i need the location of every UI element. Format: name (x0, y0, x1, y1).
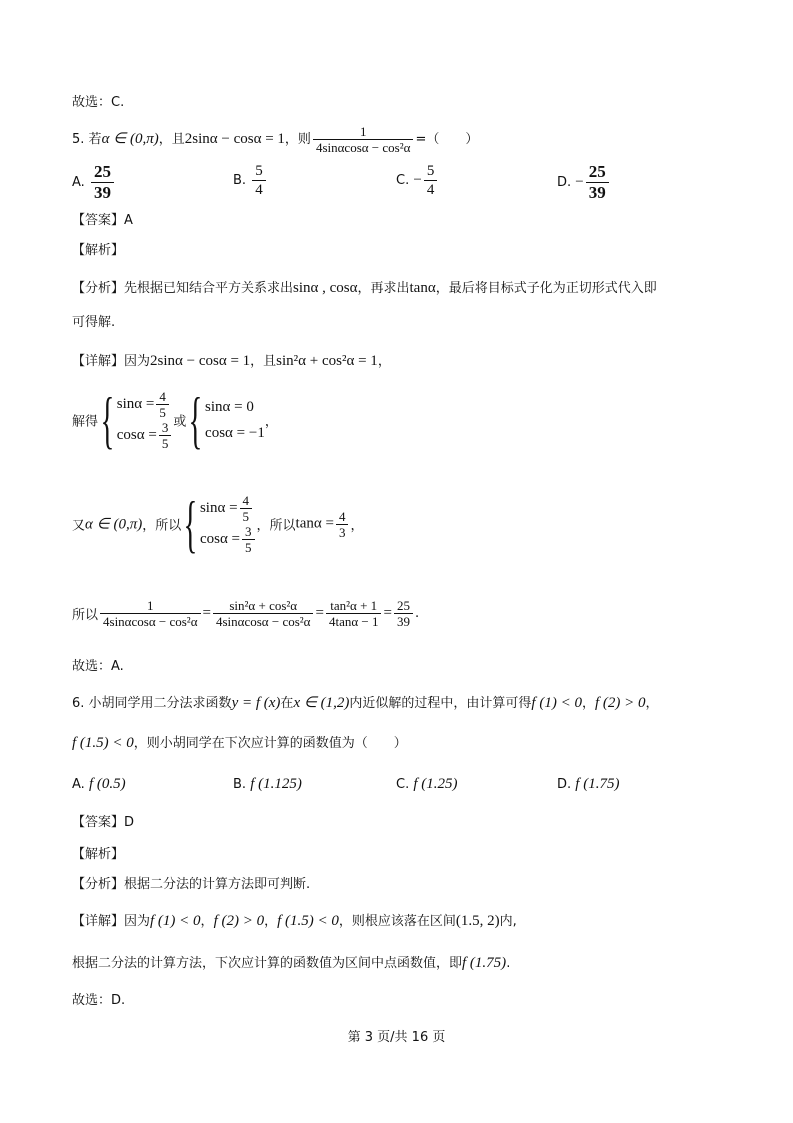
q6-choice: 故选：D. (72, 993, 126, 1008)
q5-answer: 【答案】A (72, 213, 133, 228)
q5-expression: $\frac{1}{\text{4sinαcosα − cos²α}}$ (313, 124, 414, 155)
q5-xiangjie-line: 【详解】因为2sinα − cosα = 1，且sin²α + cos²α = 1， (72, 353, 391, 369)
q5-cond-equation: 2sinα − cosα = 1 (184, 131, 285, 147)
q5-stem-text: 若 (88, 132, 102, 147)
q5-fenxi-line1: 【分析】先根据已知结合平方关系求出sinα , cosα，再求出tanα，最后将目标式子化为正切形式代入即 (72, 280, 657, 296)
q6-option-d: D. f (1.75) (557, 776, 620, 792)
q5-option-c: C. − $\frac{5}{4}$ (396, 162, 439, 199)
q5-stem-text: ，则 (284, 132, 311, 147)
q5-analysis-heading: 【解析】 (72, 243, 125, 258)
q6-analysis-heading: 【解析】 (72, 847, 125, 862)
q6-option-a: A. f (0.5) (72, 776, 126, 792)
q6-option-b: B. f (1.125) (233, 776, 302, 792)
q5-option-d: D. − $\frac{25}{39}$ (557, 162, 611, 203)
q5-stem-end: =（ ） (415, 132, 479, 147)
q6-answer: 【答案】D (72, 815, 135, 830)
q4-choice: 故选：C. (72, 95, 125, 110)
q6-option-c: C. f (1.25) (396, 776, 458, 792)
q5-choice: 故选：A. (72, 659, 124, 674)
q5-solution-system-2: sinα = 0 cosα = −1 (205, 399, 265, 441)
q6-fenxi: 【分析】根据二分法的计算方法即可判断. (72, 877, 311, 892)
q5-stem (72, 124, 478, 155)
q5-fenxi-line2: 可得解. (72, 315, 116, 330)
q5-option-a: A. $\frac{25}{39}$ (72, 162, 116, 203)
q5-final-computation: 所以 $\frac{1}{\text{4sinαcosα − cos²α}}$ = $\frac{\text{sin²α + cos²α}}{\text{4sinαcosα − cos²α}}$ = $\frac{\text{tan²α + 1}}{4\tan\alpha - 1}$ = $\frac{25}{39}$ . (72, 598, 420, 629)
q5-you-line: 又α ∈ (0,π)，所以{ sinα = $\frac{4}{5}$ cosα = $\frac{3}{5}$ ，所以tanα = $\frac{4}{3}$ ， (72, 488, 364, 559)
q6-stem-line1: 6. 小胡同学用二分法求函数y = f (x)在x ∈ (1,2)内近似解的过程中，由计算可得f (1) < 0，f (2) > 0， (72, 695, 659, 711)
page-footer: 第 3 页/共 16 页 (347, 1030, 446, 1045)
q6-xiangjie-line1: 【详解】因为f (1) < 0，f (2) > 0，f (1.5) < 0，则根应该落在区间(1.5, 2)内, (72, 913, 517, 929)
q5-solution-system-1: sinα = $\frac{4}{5}$ cosα = $\frac{3}{5}$ (117, 389, 174, 451)
q5-solve-line: 解得{ sinα = $\frac{4}{5}$ cosα = $\frac{3}{5}$ 或{ sinα = 0 cosα = −1 ， (72, 384, 278, 455)
q6-stem-line2: f (1.5) < 0，则小胡同学在下次应计算的函数值为（ ） (72, 735, 407, 751)
q5-cond-domain: α ∈ (0,π) (101, 131, 159, 147)
q5-number: 5. (72, 132, 85, 147)
q5-stem-text: ，且 (158, 132, 185, 147)
q5-selected-solution: sinα = $\frac{4}{5}$ cosα = $\frac{3}{5}$ (200, 493, 257, 555)
q5-option-b: B. $\frac{5}{4}$ (233, 162, 268, 199)
q6-xiangjie-line2: 根据二分法的计算方法，下次应计算的函数值为区间中点函数值，即f (1.75). (72, 955, 511, 971)
